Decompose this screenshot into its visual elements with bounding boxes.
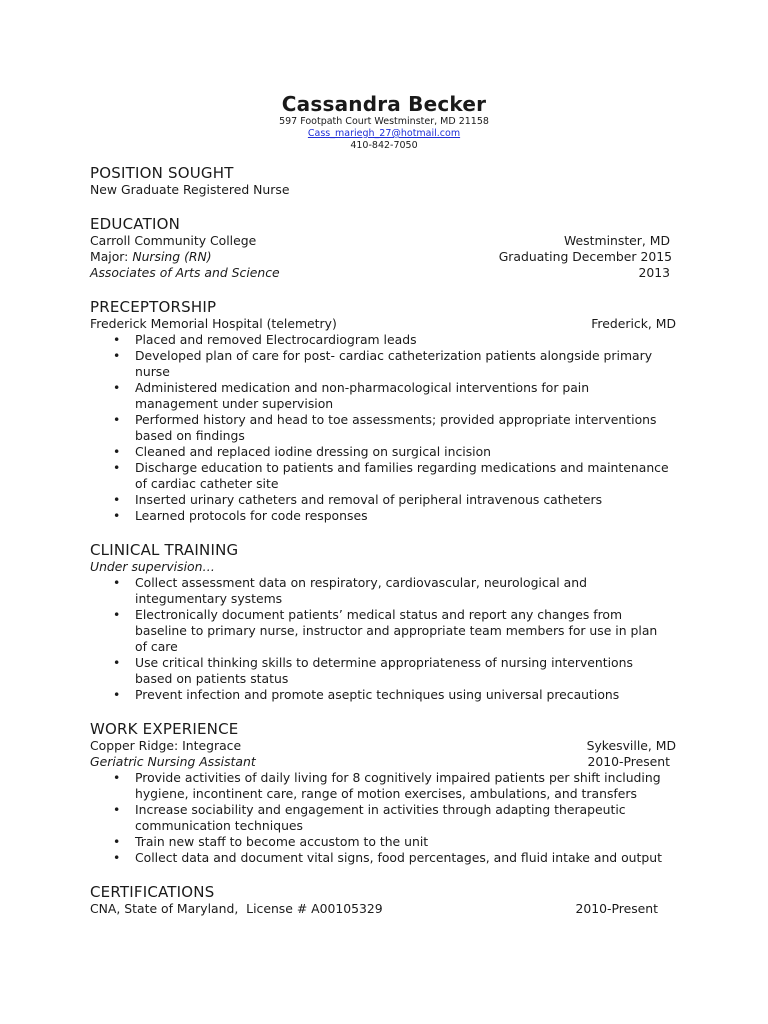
employer-row: [90, 738, 680, 754]
work-section: [90, 720, 680, 866]
job-dates: 2010-Present: [587, 754, 670, 769]
major-value: Nursing (RN): [132, 249, 212, 264]
list-item: • Placed and removed Electrocardiogram leads: [90, 332, 680, 348]
position-section: [90, 164, 680, 198]
address: 597 Footpath Court Westminster, MD 21158: [279, 116, 489, 127]
list-item: • Administered medication and non-pharmacological interventions for pain management under supervision: [90, 380, 680, 412]
preceptorship-list: [90, 332, 680, 524]
resume-header: [0, 92, 768, 152]
preceptorship-row: [90, 316, 680, 332]
candidate-name: Cassandra Becker: [281, 92, 487, 116]
list-item: • Electronically document patients’ medical status and report any changes from baseline to primary nurse, instructor and appropriate team members for use in plan of care: [90, 607, 680, 655]
certifications-section: [90, 883, 680, 917]
clinical-subtitle: Under supervision…: [90, 559, 215, 574]
list-item: • Train new staff to become accustom to the unit: [90, 834, 680, 850]
certification-row: [90, 901, 680, 917]
job-title-row: [90, 754, 680, 770]
list-item: • Provide activities of daily living for 8 cognitively impaired patients per shift including hygiene, incontinent care, range of motion exercises, ambulations, and transfers: [90, 770, 680, 802]
list-item: • Inserted urinary catheters and removal of peripheral intravenous catheters: [90, 492, 680, 508]
section-heading: PRECEPTORSHIP: [90, 298, 217, 316]
list-item: • Developed plan of care for post- cardiac catheterization patients alongside primary nurse: [90, 348, 680, 380]
position-text: New Graduate Registered Nurse: [90, 182, 290, 197]
major-label: Major:: [90, 249, 129, 264]
certification-dates: 2010-Present: [575, 901, 658, 916]
degree-row: [90, 265, 680, 281]
section-heading: CERTIFICATIONS: [90, 883, 215, 901]
major: [90, 249, 212, 265]
list-item: • Learned protocols for code responses: [90, 508, 680, 524]
education-section: [90, 215, 680, 281]
list-item: • Prevent infection and promote aseptic techniques using universal precautions: [90, 687, 680, 703]
list-item: • Collect data and document vital signs, food percentages, and fluid intake and output: [90, 850, 680, 866]
section-heading: EDUCATION: [90, 215, 180, 233]
job-title: Geriatric Nursing Assistant: [90, 754, 256, 769]
clinical-list: [90, 575, 680, 703]
employer-name: Copper Ridge: Integrace: [90, 738, 242, 753]
hospital-name: Frederick Memorial Hospital (telemetry): [90, 316, 337, 331]
school-name: Carroll Community College: [90, 233, 257, 248]
list-item: • Performed history and head to toe assessments; provided appropriate interventions based on findings: [90, 412, 680, 444]
email-link[interactable]: Cass_mariegh_27@hotmail.com: [307, 128, 461, 139]
list-item: • Increase sociability and engagement in activities through adapting therapeutic communication techniques: [90, 802, 680, 834]
major-row: [90, 249, 680, 265]
clinical-section: [90, 541, 680, 703]
list-item: • Discharge education to patients and families regarding medications and maintenance of cardiac catheter site: [90, 460, 680, 492]
section-heading: WORK EXPERIENCE: [90, 720, 239, 738]
resume-body: [90, 164, 680, 934]
section-heading: POSITION SOUGHT: [90, 164, 234, 182]
education-row: [90, 233, 680, 249]
list-item: • Collect assessment data on respiratory, cardiovascular, neurological and integumentary systems: [90, 575, 680, 607]
degree-year: 2013: [638, 265, 670, 280]
hospital-location: Frederick, MD: [591, 316, 676, 331]
list-item: • Use critical thinking skills to determine appropriateness of nursing interventions based on patients status: [90, 655, 680, 687]
preceptorship-section: [90, 298, 680, 524]
phone: 410-842-7050: [350, 140, 418, 151]
graduation-date: Graduating December 2015: [498, 249, 672, 264]
work-list: [90, 770, 680, 866]
school-location: Westminster, MD: [564, 233, 670, 248]
certification-text: CNA, State of Maryland, License # A00105329: [90, 901, 383, 916]
section-heading: CLINICAL TRAINING: [90, 541, 239, 559]
degree: Associates of Arts and Science: [90, 265, 280, 280]
employer-location: Sykesville, MD: [586, 738, 676, 753]
list-item: • Cleaned and replaced iodine dressing on surgical incision: [90, 444, 680, 460]
